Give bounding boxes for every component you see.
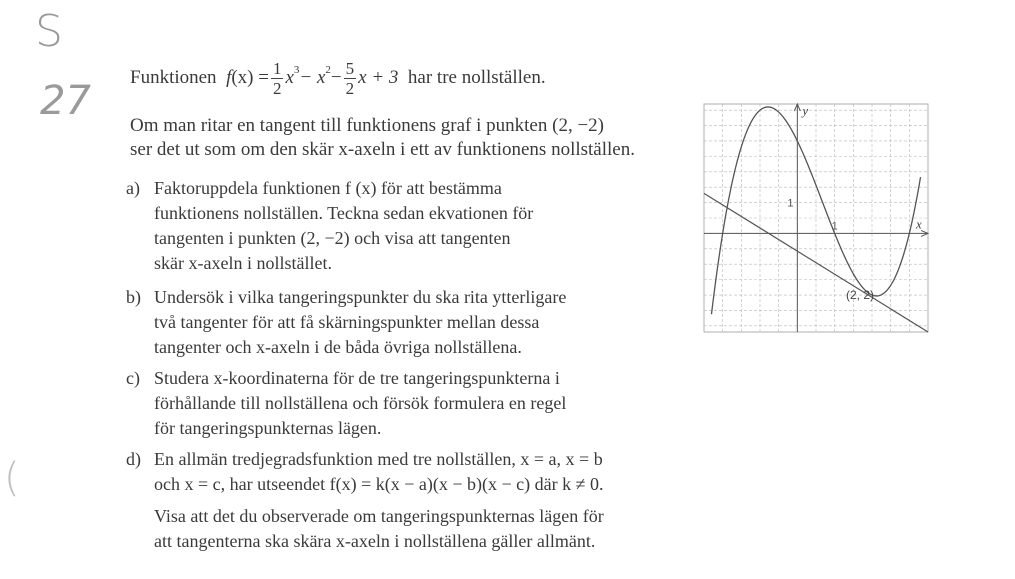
frac1-denominator: 2 [272,78,282,98]
item-line: Undersök i vilka tangeringspunkter du ska rita ytterligare [154,287,567,307]
item-line: tangenten i punkten (2, −2) och visa att tangenten [154,228,511,248]
handwritten-problem-number: 27 [40,78,91,124]
item-line: förhållande till nollställena och försök formulera en regel [154,393,567,413]
item-line: En allmän tredjegradsfunktion med tre nollställen, x = a, x = b [154,449,603,469]
frac2-numerator: 5 [345,58,355,78]
x-tick-one: 1 [831,220,838,233]
item-body [154,366,566,441]
minus-sign: − [330,67,342,88]
tangent-paragraph [130,114,635,162]
handwritten-paren: ( [4,455,20,501]
handwritten-s: S [35,6,63,57]
tangent-line-2: ser det ut som om den skär x-axeln i ett av funktionens nollställen. [130,139,635,160]
tangent-line-1: Om man ritar en tangent till funktionens graf i punkten (2, −2) [130,115,604,136]
item-label: d) [126,449,141,469]
item-body [154,447,603,497]
item-line: och x = c, har utseendet f(x) = k(x − a)(x − b)(x − c) där k ≠ 0. [154,474,604,494]
function-graph [700,100,932,336]
item-line: Visa att det du observerade om tangeringspunkternas lägen för [154,506,604,526]
exponent-2: 2 [325,64,331,76]
intro-lead: Funktionen [130,67,217,88]
y-tick-one: 1 [787,197,794,210]
item-body [154,285,566,360]
item-line: Studera x-koordinaterna för de tre tangeringspunkterna i [154,368,560,388]
intro-sentence [130,56,546,100]
item-line: tangenter och x-axeln i de båda övriga nollställena. [154,337,522,357]
y-axis-label: y [802,103,809,118]
fraction-five-halves [344,59,357,98]
item-line: för tangeringspunkternas lägen. [154,418,382,438]
item-label: b) [126,287,141,307]
item-line: att tangenterna ska skära x-axeln i nollställena gäller allmänt. [154,531,596,551]
term-x-plus-3: x + 3 [358,67,399,88]
graph-grid [704,104,928,332]
intro-tail: har tre nollställen. [407,67,546,88]
item-body [154,176,533,276]
item-line: funktionens nollställen. Teckna sedan ekvationen för [154,203,534,223]
item-d-extra-paragraph [154,504,604,554]
term-x-cubed: x [285,67,294,88]
item-line: skär x-axeln i nollstället. [154,253,332,273]
x-axis-label: x [916,216,922,232]
tangent-point-label: (2, 2) [846,288,875,303]
item-label: a) [126,178,140,198]
func-name: f [226,67,232,88]
item-line: två tangenter för att få skärningspunkter mellan dessa [154,312,540,332]
frac1-numerator: 1 [272,58,282,78]
frac2-denominator: 2 [345,78,355,98]
fraction-half [271,59,284,98]
func-var: (x) = [231,67,269,88]
term-x-squared: − x [299,67,326,88]
item-line: Faktoruppdela funktionen f (x) för att bestämma [154,178,502,198]
item-label: c) [126,368,140,388]
exponent-3: 3 [293,64,300,76]
